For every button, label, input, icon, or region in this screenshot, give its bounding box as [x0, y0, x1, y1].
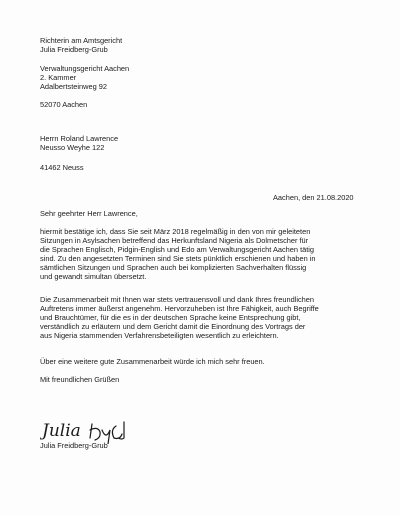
court-street: Adalbertsteinweg 92 [40, 82, 107, 91]
sender-name: Julia Freidberg-Grub [40, 45, 108, 54]
recipient-name: Herrn Roland Lawrence [40, 134, 119, 143]
paragraph-2-line: Auftretens immer äußerst angenehm. Hervorzuheben ist Ihre Fähigkeit, auch Begriffe [40, 304, 319, 313]
sender-title: Richterin am Amtsgericht [40, 36, 123, 45]
closing: Mit freundlichen Grüßen [40, 375, 120, 384]
paragraph-1-line: die Sprachen Englisch, Pidgin-English und Edo am Verwaltungsgericht Aachen tätig [40, 245, 315, 254]
paragraph-2-line: und Brauchtümer, für die es in der deutschen Sprache keine Entsprechung gibt, [40, 313, 301, 322]
paragraph-1-line: Sitzungen in Asylsachen betreffend das Herkunftsland Nigeria als Dolmetscher für [40, 236, 309, 245]
paragraph-1-line: und gewandt simultan übersetzt. [40, 272, 147, 281]
salutation: Sehr geehrter Herr Lawrence, [40, 209, 138, 218]
paragraph-1-line: hiermit bestätige ich, dass Sie seit März 2018 regelmäßig in den von mir geleiteten [40, 227, 311, 236]
paragraph-2 [40, 295, 360, 340]
paragraph-2-line: verständlich zu erläutern und dem Gericht damit die Einordnung des Vortrags der [40, 322, 306, 331]
paragraph-2-line: Die Zusammenarbeit mit Ihnen war stets vertrauensvoll und dank Ihres freundlichen [40, 295, 314, 304]
paragraph-3: Über eine weitere gute Zusammenarbeit würde ich mich sehr freuen. [40, 357, 265, 366]
date-line: Aachen, den 21.08.2020 [273, 193, 354, 202]
signature-word: Julia [42, 421, 81, 441]
court-city: 52070 Aachen [40, 100, 88, 109]
paragraph-1-line: sind. Zu den angesetzten Terminen sind Sie stets pünktlich erschienen und haben in [40, 254, 316, 263]
handwritten-signature [40, 416, 150, 444]
recipient-city: 41462 Neuss [40, 163, 84, 172]
signature-drawing [40, 416, 150, 444]
recipient-street: Neusso Weyhe 122 [40, 143, 105, 152]
paragraph-2-line: aus Nigeria stammenden Verfahrensbeteiligten wesentlich zu erleichtern. [40, 331, 279, 340]
paragraph-1 [40, 227, 360, 281]
court-name: Verwaltungsgericht Aachen [40, 64, 130, 73]
court-chamber: 2. Kammer [40, 73, 77, 82]
signer-name: Julia Freidberg-Grub [40, 441, 108, 450]
paragraph-1-line: sämtlichen Sitzungen und Sprachen auch bei komplizierten Sachverhalten flüssig [40, 263, 307, 272]
